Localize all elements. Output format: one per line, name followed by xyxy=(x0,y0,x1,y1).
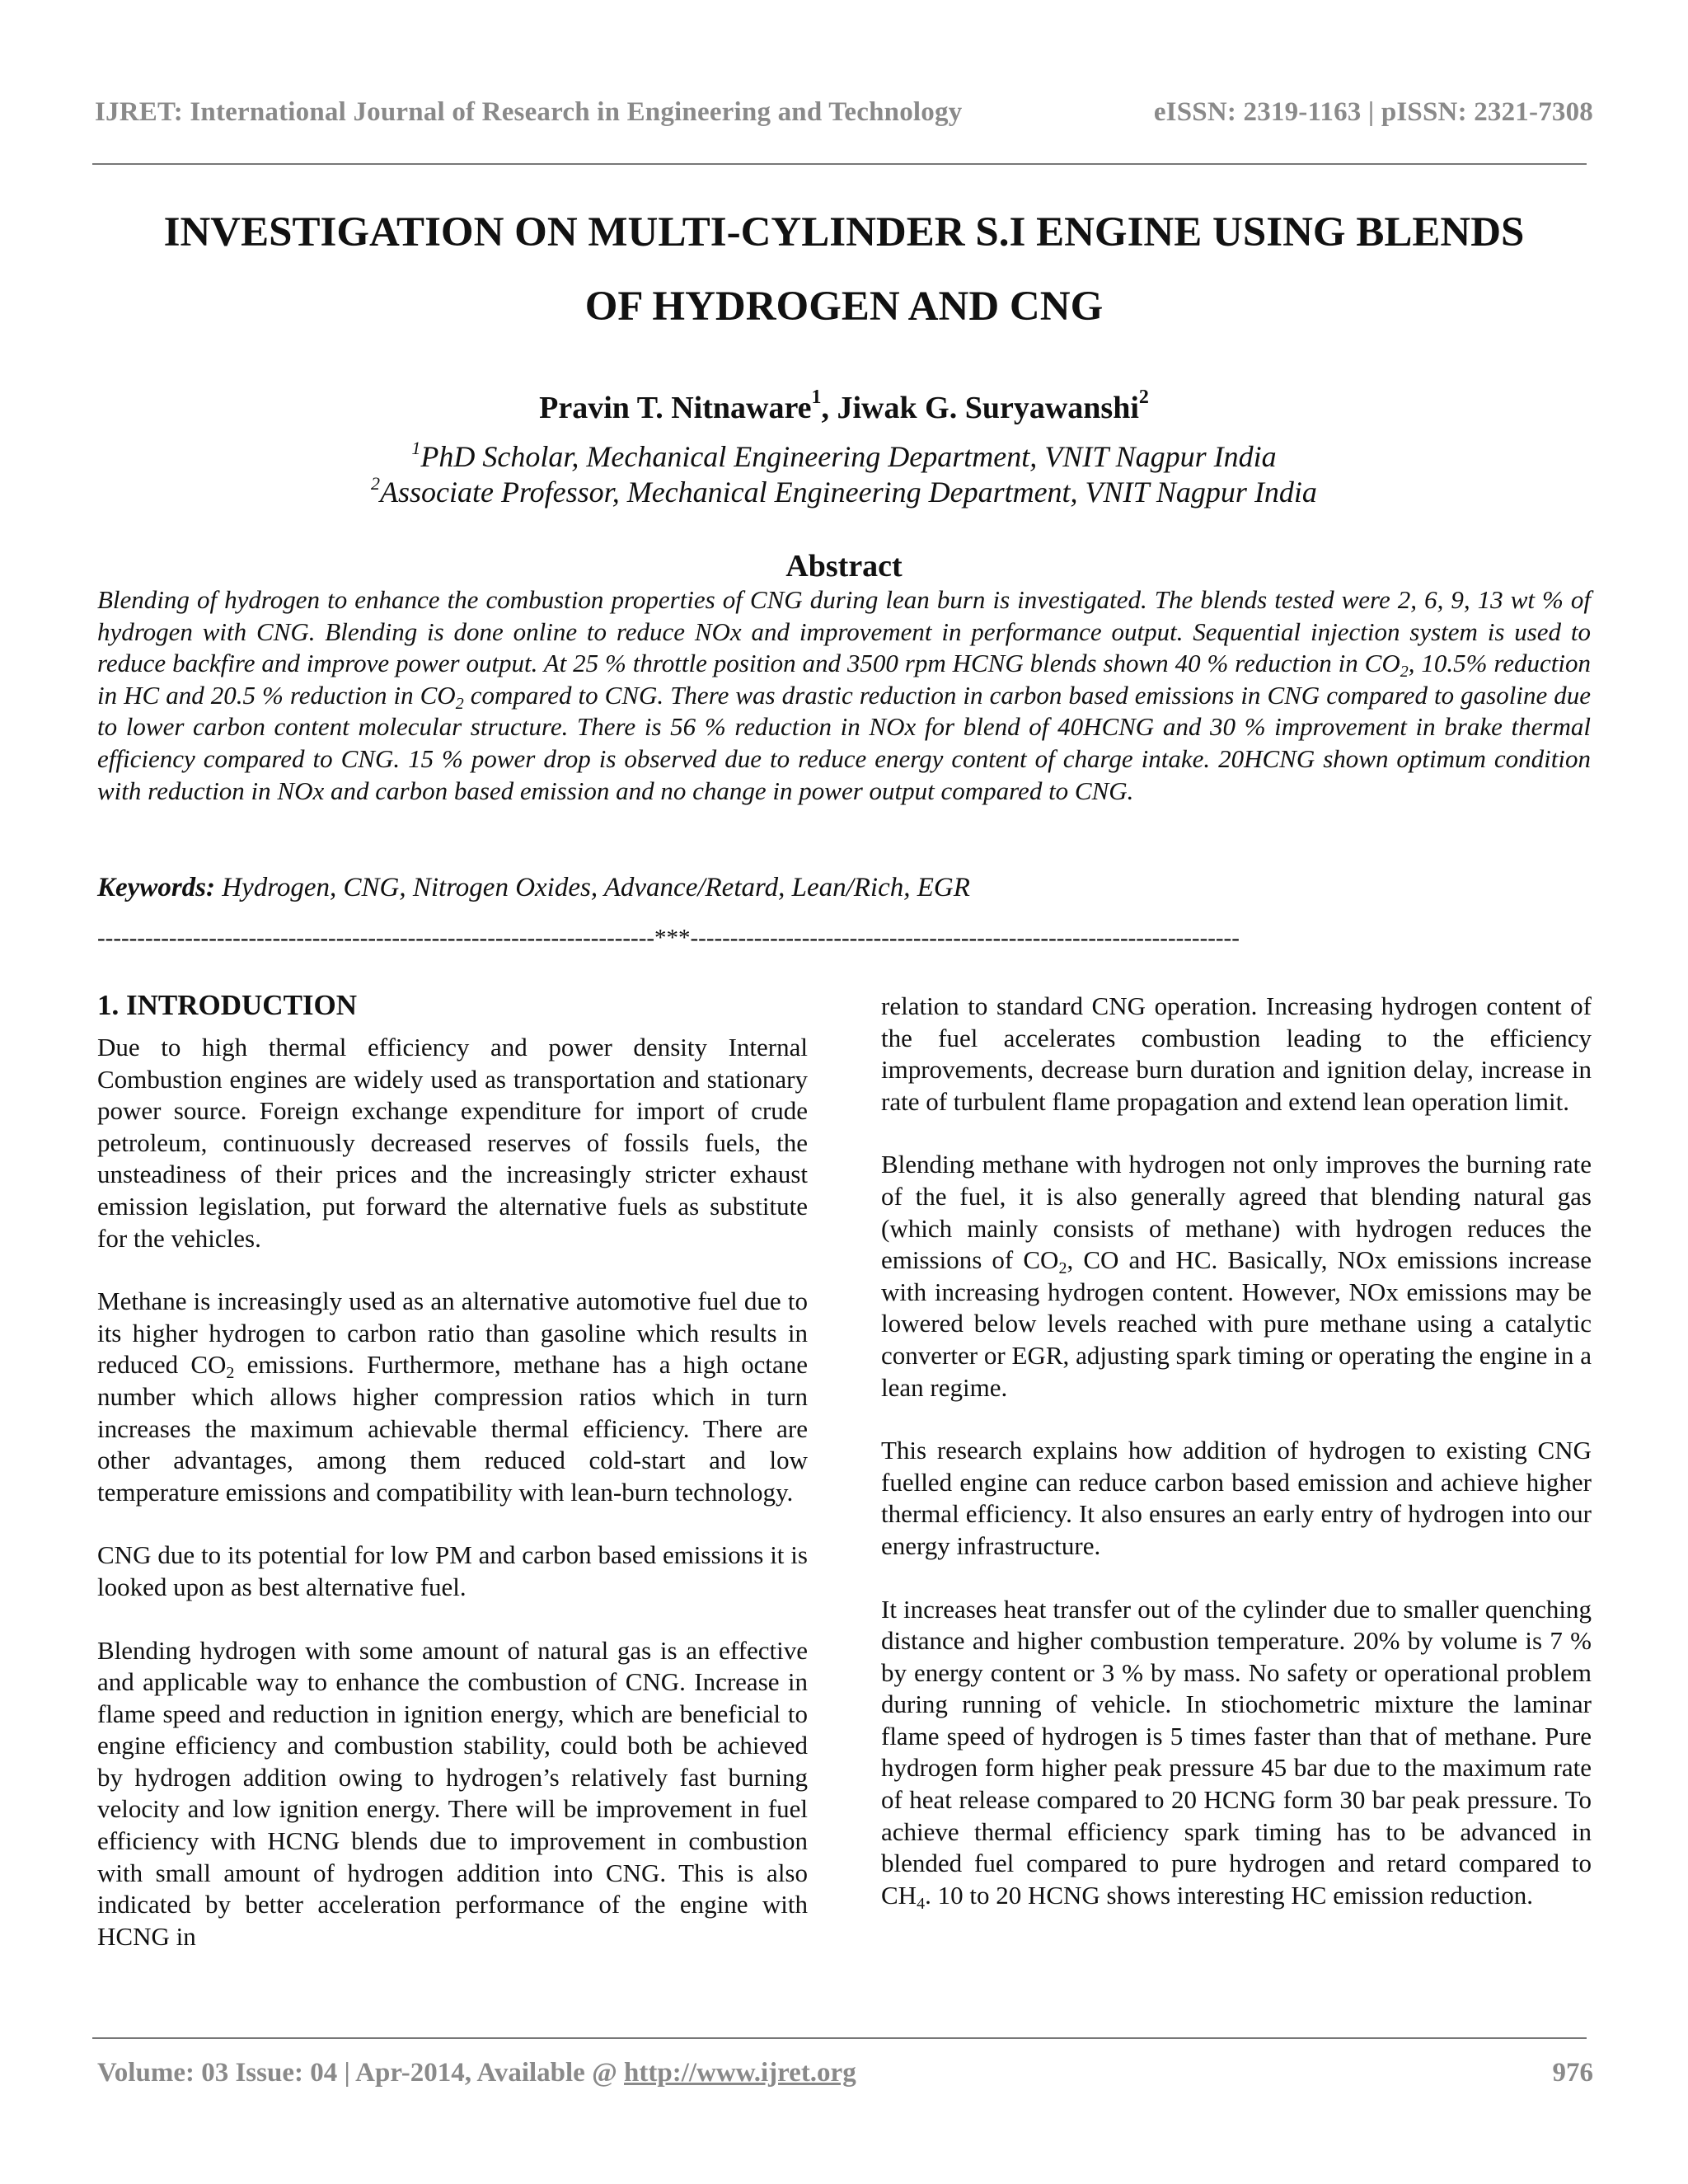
intro-paragraph-6-part-1: Blending methane with hydrogen not only improves the burning rate of the fuel, it is also generally agreed that blending natural gas (which mainly consists of methane) with hydrogen reduces the emissions of CO xyxy=(881,1150,1592,1275)
abstract-text-part-2: , 10.5% reduction in HC and 20.5 % reduction in CO xyxy=(97,649,1591,710)
affiliation-2 xyxy=(95,475,1593,510)
affiliations xyxy=(95,439,1593,510)
left-column xyxy=(97,987,808,1952)
page-number: 976 xyxy=(1552,2058,1593,2088)
intro-paragraph-2-part-2: emissions. Furthermore, methane has a high octane number which allows higher compression ratios which in turn increases the maximum achievable thermal efficiency. There are other advantages, among them reduced cold-start and low temperature emissions and compatibility with lean-burn technology. xyxy=(97,1350,808,1507)
affiliation-2-text: Associate Professor, Mechanical Engineering Department, VNIT Nagpur India xyxy=(380,476,1317,509)
footer-issue-info xyxy=(97,2058,856,2088)
abstract-text-part-1: Blending of hydrogen to enhance the combustion properties of CNG during lean burn is investigated. The blends tested were 2, 6, 9, 13 wt % of hydrogen with CNG. Blending is done online to reduce NOx and improvement in performance output. Sequential injection system is used to reduce backfire and improve power output. At 25 % throttle position and 3500 rpm HCNG blends shown 40 % reduction in CO xyxy=(97,585,1591,678)
intro-paragraph-7: This research explains how addition of hydrogen to existing CNG fuelled engine can reduce carbon based emission and achieve higher thermal efficiency. It also ensures an early entry of hydrogen into our energy infrastructure. xyxy=(881,1436,1592,1560)
abstract-subscript-1: 2 xyxy=(1400,663,1409,682)
intro-paragraph-6 xyxy=(881,1149,1592,1404)
header-divider xyxy=(92,163,1587,165)
footer-issue-text: Volume: 03 Issue: 04 | Apr-2014, Available @ xyxy=(97,2058,625,2088)
section-separator: ----------------------------------------------------------------------***--------------------------------------------------------------------- xyxy=(97,925,1240,951)
intro-paragraph-5: relation to standard CNG operation. Increasing hydrogen content of the fuel accelerates combustion leading to the efficiency improvements, decrease burn duration and ignition delay, increase in rate of turbulent flame propagation and extend lean operation limit. xyxy=(881,991,1592,1116)
abstract-subscript-2: 2 xyxy=(455,694,464,713)
title-line-1: INVESTIGATION ON MULTI-CYLINDER S.I ENGINE USING BLENDS xyxy=(163,209,1525,255)
affiliation-1 xyxy=(95,439,1593,475)
abstract-heading: Abstract xyxy=(785,549,903,583)
author-separator: , xyxy=(821,391,837,425)
keywords-list: Hydrogen, CNG, Nitrogen Oxides, Advance/Retard, Lean/Rich, EGR xyxy=(215,873,970,902)
intro-paragraph-6-part-2: , CO and HC. Basically, NOx emissions increase with increasing hydrogen content. However, NOx emissions may be lowered below levels reached with pure methane using a catalytic converter or EGR, adjusting spark timing or operating the engine in a lean regime. xyxy=(881,1245,1592,1402)
running-header xyxy=(95,97,1593,128)
footer-divider xyxy=(92,2037,1587,2039)
affiliation-1-marker: 1 xyxy=(411,438,421,458)
intro-paragraph-8-part-1: It increases heat transfer out of the cylinder due to smaller quenching distance and higher combustion temperature. 20% by volume is 7 % by energy content or 3 % by mass. No safety or operational problem during running of vehicle. In stiochometric mixture the laminar flame speed of hydrogen is 5 times faster than that of methane. Pure hydrogen form higher peak pressure 45 bar due to the maximum rate of heat release compared to 20 HCNG form 30 bar peak pressure. To achieve thermal efficiency spark timing has to be advanced in blended fuel compared to pure hydrogen and retard compared to CH xyxy=(881,1594,1592,1910)
intro-paragraph-4: Blending hydrogen with some amount of natural gas is an effective and applicable way to enhance the combustion of CNG. Increase in flame speed and reduction in ignition energy, which are beneficial to engine efficiency and combustion stability, could both be achieved by hydrogen addition owing to hydrogen’s relatively fast burning velocity and low ignition energy. There will be improvement in fuel efficiency with HCNG blends due to improvement in combustion with small amount of hydrogen addition into CNG. This is also indicated by better acceleration performance of the engine with HCNG in xyxy=(97,1635,808,1951)
author-list xyxy=(95,387,1593,429)
author-2-marker: 2 xyxy=(1138,387,1149,408)
intro-paragraph-8 xyxy=(881,1594,1592,1912)
keywords xyxy=(97,869,1591,906)
intro-paragraph-2-subscript: 2 xyxy=(226,1364,235,1383)
introduction-heading: 1. INTRODUCTION xyxy=(97,989,358,1021)
paper-title xyxy=(95,195,1593,344)
issn-info: eISSN: 2319-1163 | pISSN: 2321-7308 xyxy=(1153,97,1593,127)
title-line-2: OF HYDROGEN AND CNG xyxy=(584,284,1104,330)
intro-paragraph-8-part-2: . 10 to 20 HCNG shows interesting HC emission reduction. xyxy=(925,1880,1534,1910)
right-column xyxy=(881,991,1592,1911)
intro-paragraph-1: Due to high thermal efficiency and power density Internal Combustion engines are widely used as transportation and stationary power source. Foreign exchange expenditure for import of crude petroleum, continuously decreased reserves of fossils fuels, the unsteadiness of their prices and the increasingly stricter exhaust emission legislation, put forward the alternative fuels as substitute for the vehicles. xyxy=(97,1033,808,1253)
affiliation-2-marker: 2 xyxy=(371,473,381,494)
intro-paragraph-8-subscript: 4 xyxy=(917,1894,926,1913)
intro-paragraph-3: CNG due to its potential for low PM and carbon based emissions it is looked upon as best alternative fuel. xyxy=(97,1540,808,1601)
journal-name: IJRET: International Journal of Research in Engineering and Technology xyxy=(95,97,963,127)
author-2: Jiwak G. Suryawanshi xyxy=(837,391,1139,425)
author-1: Pravin T. Nitnaware xyxy=(539,391,812,425)
journal-url-link[interactable]: http://www.ijret.org xyxy=(624,2058,856,2088)
intro-paragraph-2-part-1: Methane is increasingly used as an alternative automotive fuel due to its higher hydrogen to carbon ratio than gasoline which results in reduced CO xyxy=(97,1286,808,1380)
abstract-text xyxy=(97,584,1591,807)
intro-paragraph-2 xyxy=(97,1286,808,1508)
running-footer xyxy=(97,2058,1593,2088)
abstract-text-part-3: compared to CNG. There was drastic reduction in carbon based emissions in CNG compared to gasoline due to lower carbon content molecular structure. There is 56 % reduction in NOx for blend of 40HCNG and 30 % improvement in brake thermal efficiency compared to CNG. 15 % power drop is observed due to reduce energy content of charge intake. 20HCNG shown optimum condition with reduction in NOx and carbon based emission and no change in power output compared to CNG. xyxy=(97,680,1591,805)
intro-paragraph-6-subscript: 2 xyxy=(1058,1259,1067,1278)
affiliation-1-text: PhD Scholar, Mechanical Engineering Department, VNIT Nagpur India xyxy=(420,440,1277,473)
keywords-label: Keywords: xyxy=(97,873,215,902)
author-1-marker: 1 xyxy=(811,387,822,408)
